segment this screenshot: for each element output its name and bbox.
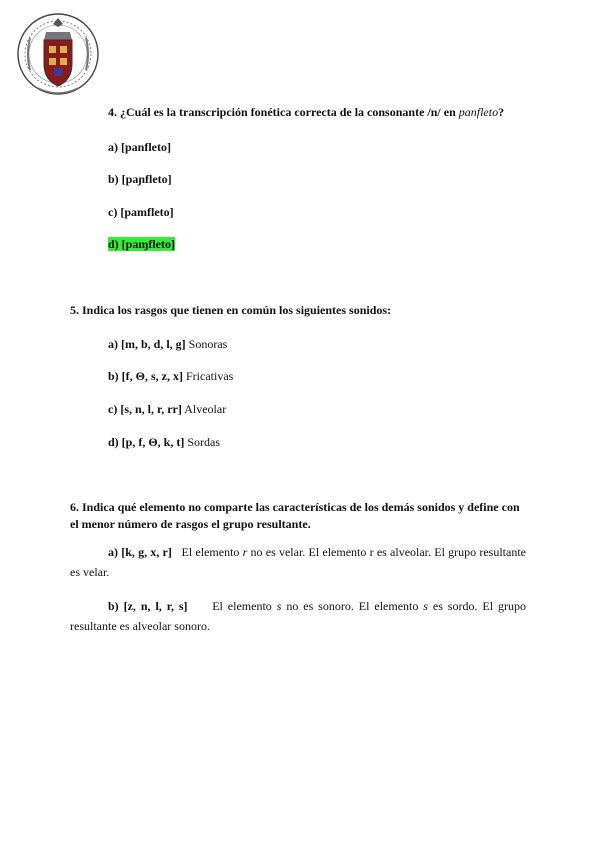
q6-answer-a: a) [k, g, x, r] El elemento r no es velar. El elemento r es alveolar. El grupo resultante es velar. bbox=[70, 545, 526, 579]
q4-option-d-highlighted-label: d) [paɱfleto] bbox=[108, 237, 175, 251]
q4-option-a bbox=[108, 139, 171, 155]
q5-option-b-answer: Fricativas bbox=[186, 369, 234, 383]
question-4-suffix: ? bbox=[498, 105, 505, 119]
q4-option-c-label: c) [pamfleto] bbox=[108, 205, 174, 219]
q6-answer-b: b) [z, n, l, r, s] El elemento s no es sonoro. El elemento s es sordo. El grupo resultante es alveolar sonoro. bbox=[70, 599, 526, 633]
q5-option-c-label: c) [s, n, l, r, rr] bbox=[108, 402, 182, 416]
q5-option-a-label: a) [m, b, d, l, g] bbox=[108, 337, 186, 351]
question-4 bbox=[108, 104, 504, 121]
q4-option-d bbox=[108, 236, 175, 252]
question-6: 6. Indica qué elemento no comparte las características de los demás sonidos y define con el menor número de rasgos el grupo resultante. bbox=[70, 500, 520, 531]
q5-option-c-answer: Alveolar bbox=[184, 402, 227, 416]
q5-option-d bbox=[108, 434, 220, 450]
question-5: 5. Indica los rasgos que tienen en común los siguientes sonidos: bbox=[70, 303, 392, 317]
q5-option-d-answer: Sordas bbox=[187, 435, 221, 449]
question-4-text: 4. ¿Cuál es la transcripción fonética correcta de la consonante /n/ en bbox=[108, 105, 459, 119]
q5-option-b-label: b) [f, Θ, s, z, x] bbox=[108, 369, 183, 383]
q5-option-c bbox=[108, 401, 226, 417]
q4-option-a-label: a) [panfleto] bbox=[108, 140, 171, 154]
q5-option-b bbox=[108, 368, 233, 384]
q4-option-b-label: b) [paɲfleto] bbox=[108, 172, 172, 186]
q5-option-d-label: d) [p, f, Θ, k, t] bbox=[108, 435, 185, 449]
question-4-word: panfleto bbox=[458, 105, 499, 119]
university-seal-logo bbox=[16, 8, 100, 102]
q4-option-c bbox=[108, 204, 174, 220]
q6-a-label: a) [k, g, x, r] bbox=[108, 545, 172, 559]
q4-option-b bbox=[108, 171, 172, 187]
q5-option-a bbox=[108, 336, 227, 352]
q6-b-label: b) [z, n, l, r, s] bbox=[108, 599, 188, 613]
q5-option-a-answer: Sonoras bbox=[188, 337, 228, 351]
